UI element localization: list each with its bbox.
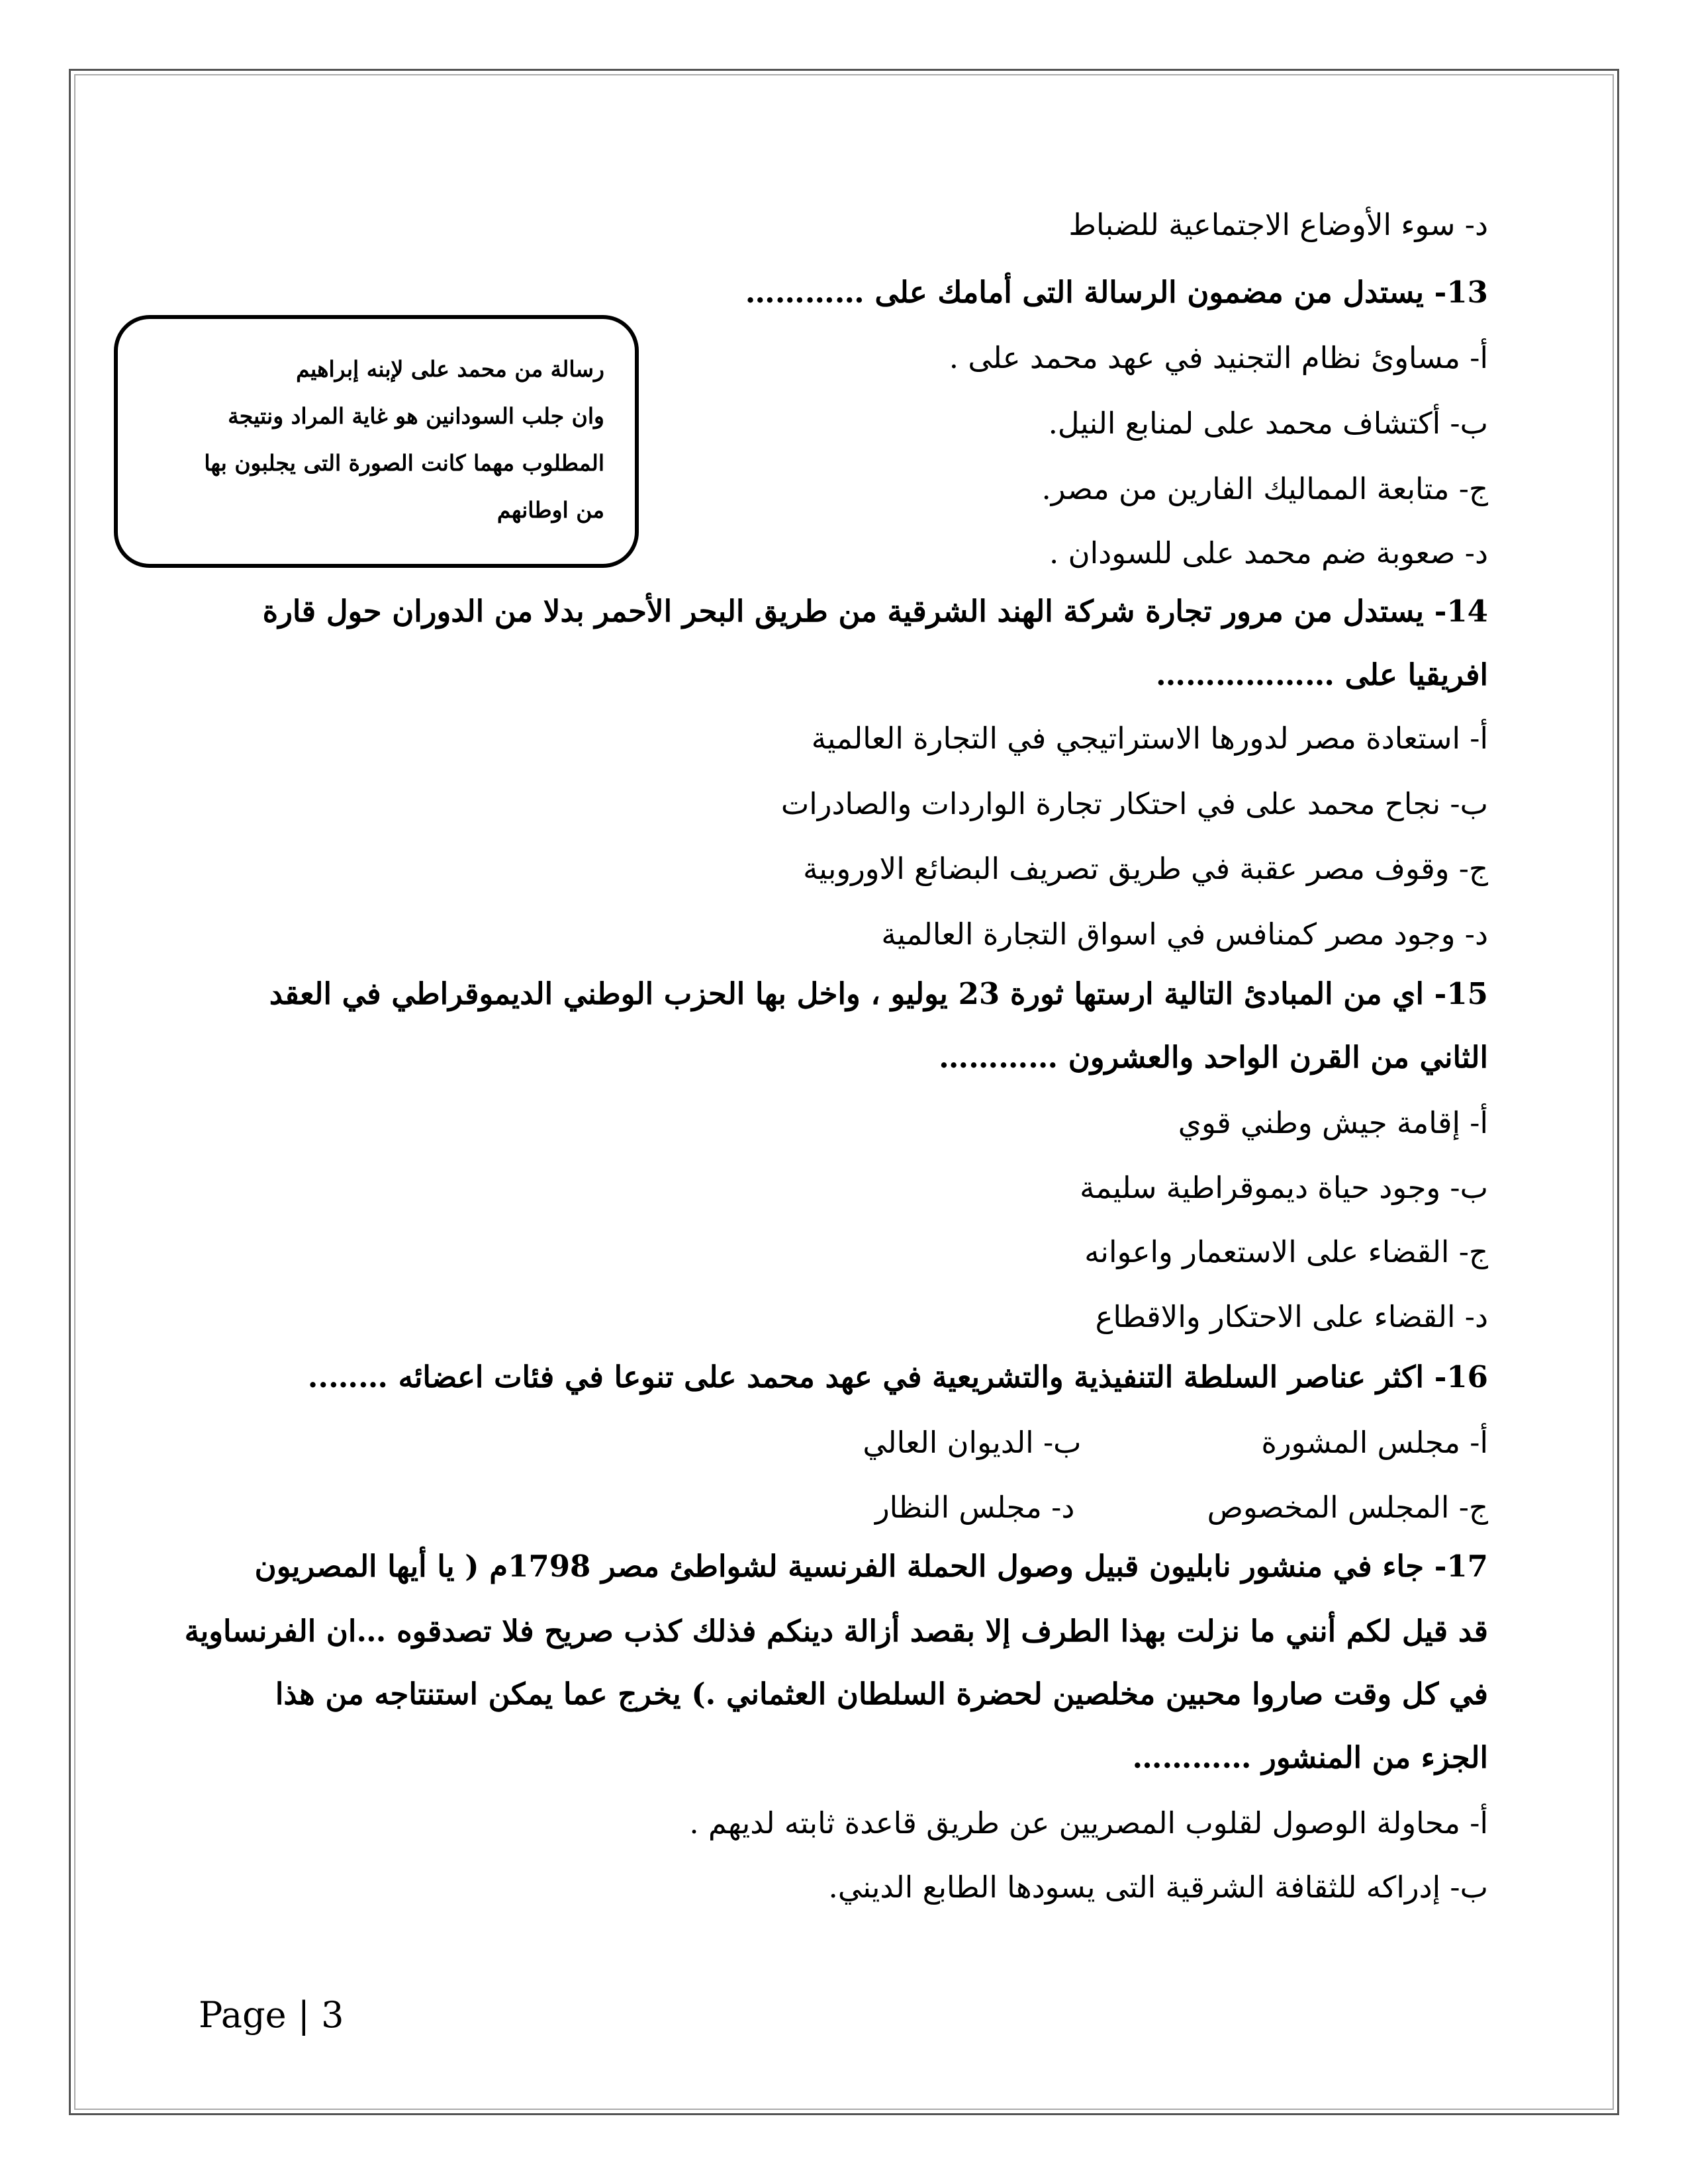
- callout-line: رسالة من محمد على لإبنه إبراهيم: [296, 356, 604, 382]
- question-17: 17- جاء في منشور نابليون قبيل وصول الحملة الفرنسية لشواطئ مصر 1798م ( يا أيها المصريون: [254, 1549, 1488, 1584]
- callout-line: وان جلب السودانين هو غاية المراد ونتيجة: [228, 403, 604, 429]
- option-line: د- صعوبة ضم محمد على للسودان .: [1049, 535, 1488, 570]
- option-line: ج- متابعة المماليك الفارين من مصر.: [1041, 471, 1488, 506]
- question-17-continued: قد قيل لكم أنني ما نزلت بهذا الطرف إلا بقصد أزالة دينكم فذلك كذب صريح فلا تصدقوه …ان الفرنساوية: [184, 1614, 1488, 1649]
- question-15-continued: الثاني من القرن الواحد والعشرون …………: [939, 1040, 1488, 1075]
- option-line: أ- محاولة الوصول لقلوب المصريين عن طريق قاعدة ثابته لديهم .: [689, 1805, 1488, 1841]
- callout-line: المطلوب مهما كانت الصورة التى يجلبون بها: [204, 450, 604, 476]
- option-line: أ- مجلس المشورة ب- الديوان العالي: [863, 1425, 1488, 1460]
- option-line: ج- القضاء على الاستعمار واعوانه: [1084, 1234, 1488, 1269]
- option-line: أ- استعادة مصر لدورها الاستراتيجي في التجارة العالمية: [811, 721, 1488, 756]
- option-line: ب- وجود حياة ديموقراطية سليمة: [1080, 1170, 1488, 1205]
- question-16: 16- اكثر عناصر السلطة التنفيذية والتشريعية في عهد محمد على تنوعا في فئات اعضائه ……..: [307, 1359, 1488, 1394]
- option-line: أ- إقامة جيش وطني قوي: [1178, 1105, 1488, 1140]
- option-line: د- وجود مصر كمنافس في اسواق التجارة العالمية: [881, 917, 1488, 952]
- letter-callout-box: [114, 315, 639, 568]
- callout-line: من اوطانهم: [496, 497, 604, 523]
- question-14-continued: افريقيا على ………………: [1155, 657, 1488, 692]
- option-line: ب- نجاح محمد على في احتكار تجارة الواردات والصادرات: [780, 786, 1488, 821]
- option-line: ب- أكتشاف محمد على لمنابع النيل.: [1048, 406, 1488, 441]
- question-17-continued: الجزء من المنشور …………: [1132, 1740, 1488, 1775]
- text-line: د- سوء الأوضاع الاجتماعية للضباط: [1068, 207, 1488, 242]
- option-line: ج- المجلس المخصوص د- مجلس النظار: [874, 1490, 1488, 1525]
- question-13: 13- يستدل من مضمون الرسالة التى أمامك على …………: [745, 275, 1488, 310]
- option-line: د- القضاء على الاحتكار والاقطاع: [1095, 1299, 1488, 1334]
- question-15: 15- اي من المبادئ التالية ارستها ثورة 23 يوليو ، واخل بها الحزب الوطني الديموقراطي في العقد: [269, 976, 1488, 1011]
- question-17-continued: في كل وقت صاروا محبين مخلصين لحضرة السلطان العثماني .) يخرج عما يمكن استنتاجه من هذا: [275, 1676, 1488, 1711]
- option-line: أ- مساوئ نظام التجنيد في عهد محمد على .: [949, 340, 1488, 375]
- question-14: 14- يستدل من مرور تجارة شركة الهند الشرقية من طريق البحر الأحمر بدلا من الدوران حول قارة: [262, 594, 1488, 629]
- page-number: Page | 3: [199, 1994, 344, 2036]
- option-line: ج- وقوف مصر عقبة في طريق تصريف البضائع الاوروبية: [803, 851, 1488, 886]
- option-line: ب- إدراكه للثقافة الشرقية التى يسودها الطابع الديني.: [828, 1870, 1488, 1905]
